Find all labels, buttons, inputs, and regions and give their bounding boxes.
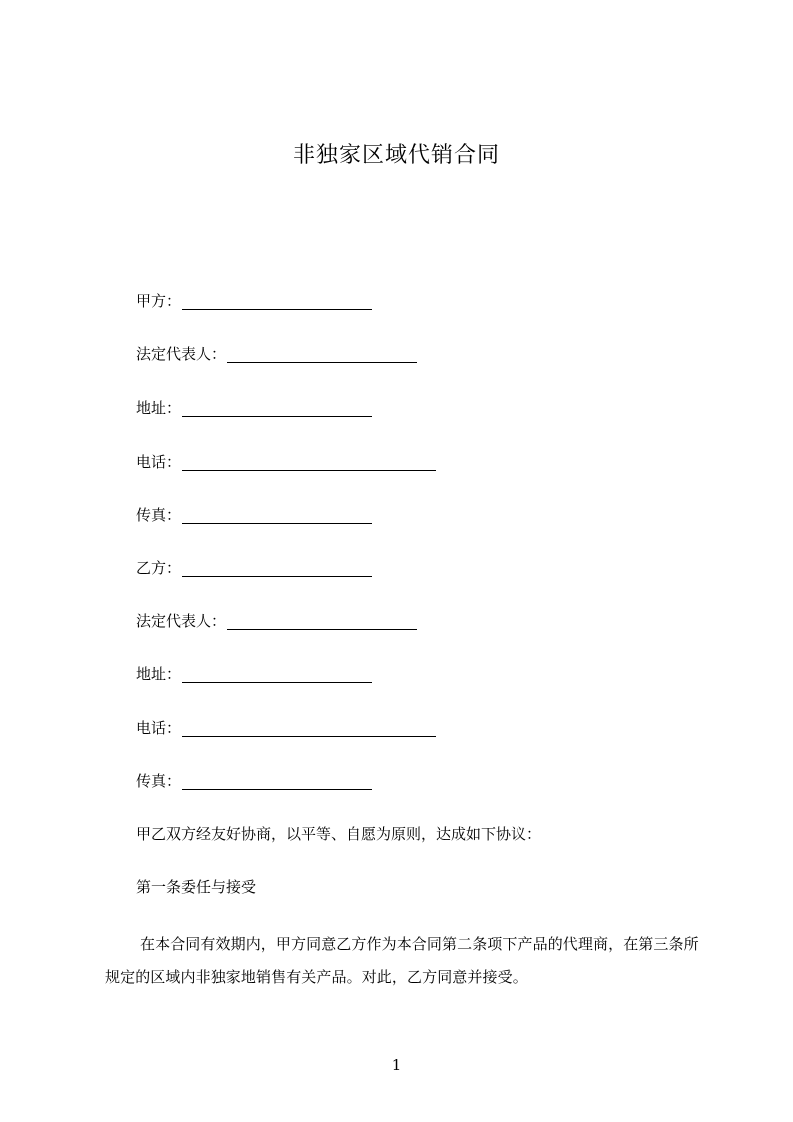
party-a-label: 甲方：: [136, 292, 182, 310]
party-a-phone-field: [136, 451, 436, 473]
party-a-representative-blank-line: [227, 361, 417, 363]
party-b-fax-label: 传真：: [136, 772, 182, 790]
party-b-blank-line: [182, 575, 372, 577]
party-a-representative-label: 法定代表人：: [136, 345, 227, 363]
party-b-field: [136, 557, 372, 579]
party-b-address-field: [136, 663, 372, 685]
party-b-label: 乙方：: [136, 559, 182, 577]
party-b-phone-field: [136, 717, 436, 739]
party-a-fax-blank-line: [182, 522, 372, 524]
document-title: 非独家区域代销合同: [292, 143, 500, 168]
party-b-phone-label: 电话：: [136, 719, 182, 737]
party-a-field: [136, 290, 372, 312]
party-a-blank-line: [182, 308, 372, 310]
party-b-phone-blank-line: [182, 735, 436, 737]
party-a-fax-field: [136, 504, 372, 526]
party-a-representative-field: [136, 343, 417, 365]
party-b-address-label: 地址：: [136, 665, 182, 683]
page-number: 1: [391, 1056, 402, 1074]
party-a-fax-label: 传真：: [136, 506, 182, 524]
party-a-address-field: [136, 397, 372, 419]
intro-paragraph: 甲乙双方经友好协商，以平等、自愿为原则，达成如下协议：: [136, 825, 542, 843]
party-b-address-blank-line: [182, 681, 372, 683]
article-1-body: 在本合同有效期内，甲方同意乙方作为本合同第二条项下产品的代理商，在第三条所规定的区域内非独家地销售有关产品。对此，乙方同意并接受。: [105, 935, 699, 986]
party-a-phone-blank-line: [182, 469, 436, 471]
party-b-fax-blank-line: [182, 788, 372, 790]
party-a-address-blank-line: [182, 415, 372, 417]
party-b-representative-field: [136, 610, 417, 632]
article-1-heading: 第一条委任与接受: [136, 878, 257, 896]
party-a-phone-label: 电话：: [136, 453, 182, 471]
party-a-address-label: 地址：: [136, 399, 182, 417]
party-b-representative-blank-line: [227, 628, 417, 630]
party-b-fax-field: [136, 770, 372, 792]
party-b-representative-label: 法定代表人：: [136, 612, 227, 630]
